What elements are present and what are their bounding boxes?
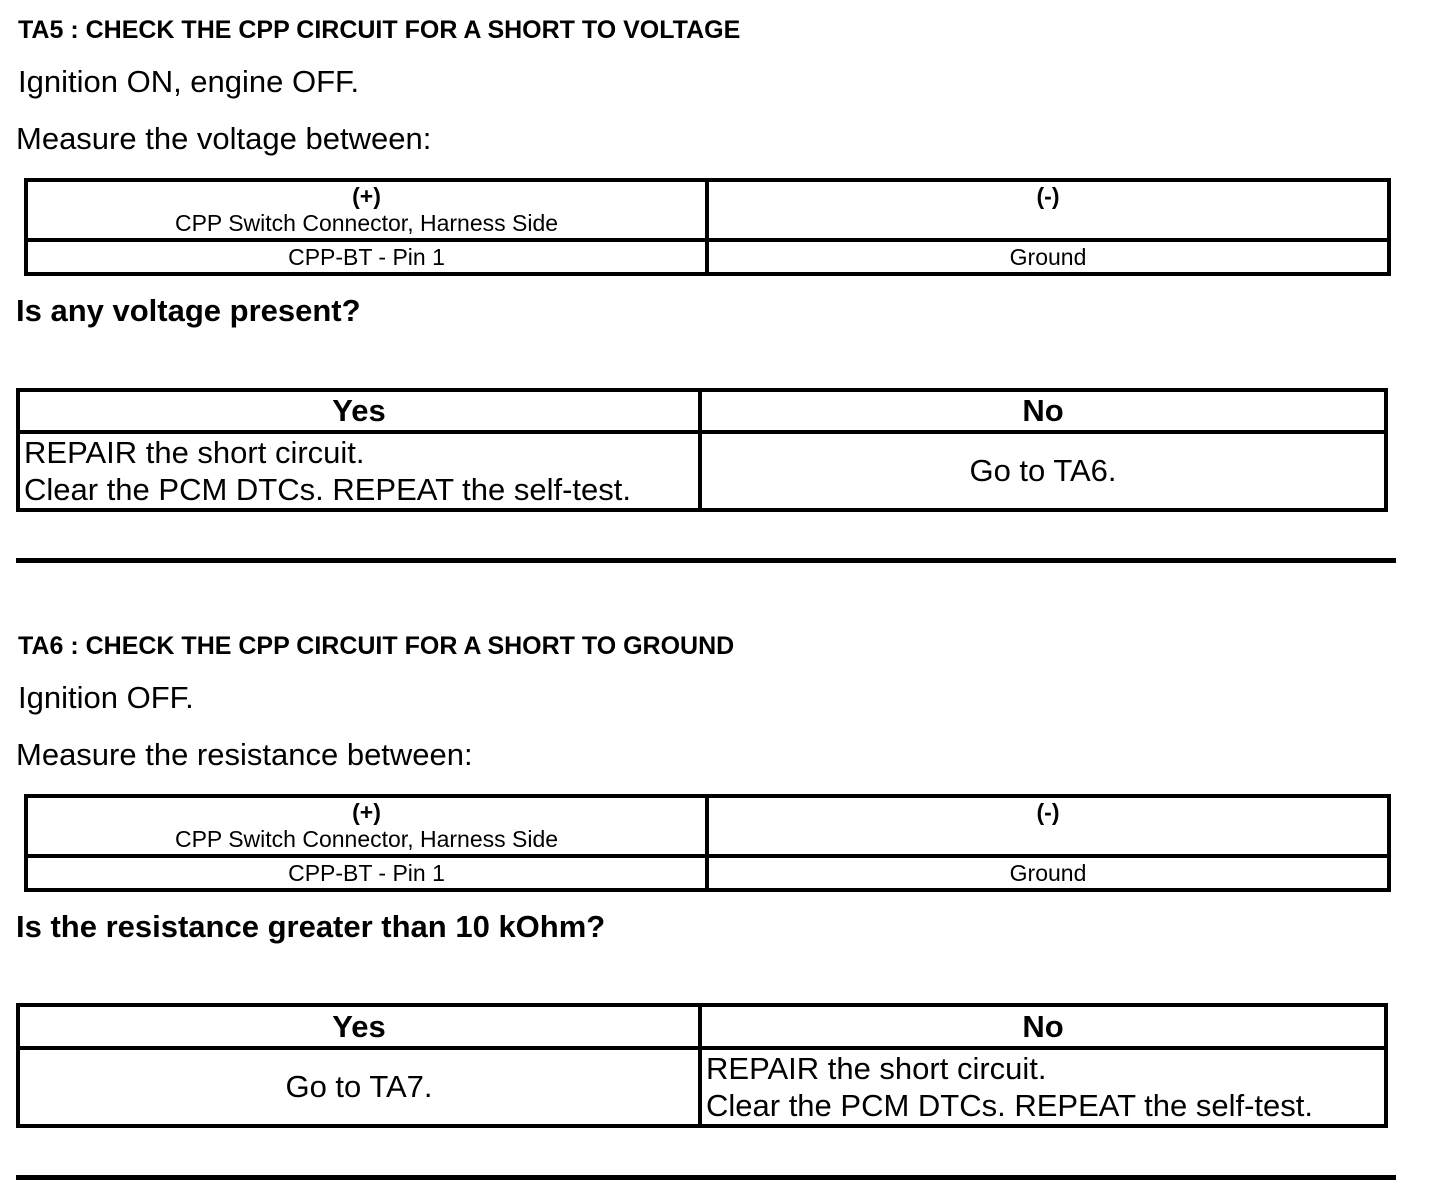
- ta5-no-text: Go to TA6.: [700, 432, 1386, 510]
- ta5-minus-value: Ground: [707, 240, 1389, 274]
- ta6-no-cell: [700, 1048, 1386, 1126]
- ta6-measurement-table: [24, 794, 1391, 892]
- ta5-yes-line2: Clear the PCM DTCs. REPEAT the self-test.: [24, 472, 631, 507]
- ta5-plus-header: (+): [352, 183, 381, 209]
- ta5-yes-line1: REPAIR the short circuit.: [24, 435, 365, 470]
- ta6-plus-header: (+): [352, 799, 381, 825]
- bottom-divider: [16, 1175, 1396, 1180]
- ta6-plus-value: CPP-BT - Pin 1: [26, 856, 707, 890]
- ta5-yes-cell: [18, 432, 700, 510]
- ta6-answer-table: [16, 1003, 1388, 1128]
- ta5-instruction: Measure the voltage between:: [16, 121, 432, 156]
- ta5-minus-header-cell: [707, 180, 1389, 240]
- ta6-heading: TA6 : CHECK THE CPP CIRCUIT FOR A SHORT TO GROUND: [18, 632, 735, 660]
- ta5-answer-table: [16, 388, 1388, 512]
- ta6-no-label: No: [700, 1005, 1386, 1048]
- ta5-question: Is any voltage present?: [16, 293, 361, 328]
- ta6-plus-header-cell: [26, 796, 707, 856]
- ta6-condition: Ignition OFF.: [18, 680, 194, 715]
- section-divider: [16, 558, 1396, 563]
- ta5-heading: TA5 : CHECK THE CPP CIRCUIT FOR A SHORT TO VOLTAGE: [18, 16, 741, 44]
- ta6-yes-text: Go to TA7.: [18, 1048, 700, 1126]
- ta6-plus-sub: CPP Switch Connector, Harness Side: [174, 826, 559, 852]
- ta6-no-line2: Clear the PCM DTCs. REPEAT the self-test.: [706, 1088, 1313, 1123]
- ta6-instruction: Measure the resistance between:: [16, 737, 473, 772]
- ta5-measurement-table: [24, 178, 1391, 276]
- ta5-minus-header: (-): [1036, 183, 1060, 209]
- ta5-no-label: No: [700, 390, 1386, 432]
- ta6-no-line1: REPAIR the short circuit.: [706, 1051, 1047, 1086]
- ta6-minus-header: (-): [1036, 799, 1060, 825]
- ta6-question: Is the resistance greater than 10 kOhm?: [16, 909, 606, 944]
- ta6-minus-header-cell: [707, 796, 1389, 856]
- ta6-minus-value: Ground: [707, 856, 1389, 890]
- ta5-condition: Ignition ON, engine OFF.: [18, 64, 360, 99]
- ta5-plus-sub: CPP Switch Connector, Harness Side: [174, 210, 559, 236]
- ta5-yes-label: Yes: [18, 390, 700, 432]
- ta5-plus-value: CPP-BT - Pin 1: [26, 240, 707, 274]
- ta6-yes-label: Yes: [18, 1005, 700, 1048]
- ta5-plus-header-cell: [26, 180, 707, 240]
